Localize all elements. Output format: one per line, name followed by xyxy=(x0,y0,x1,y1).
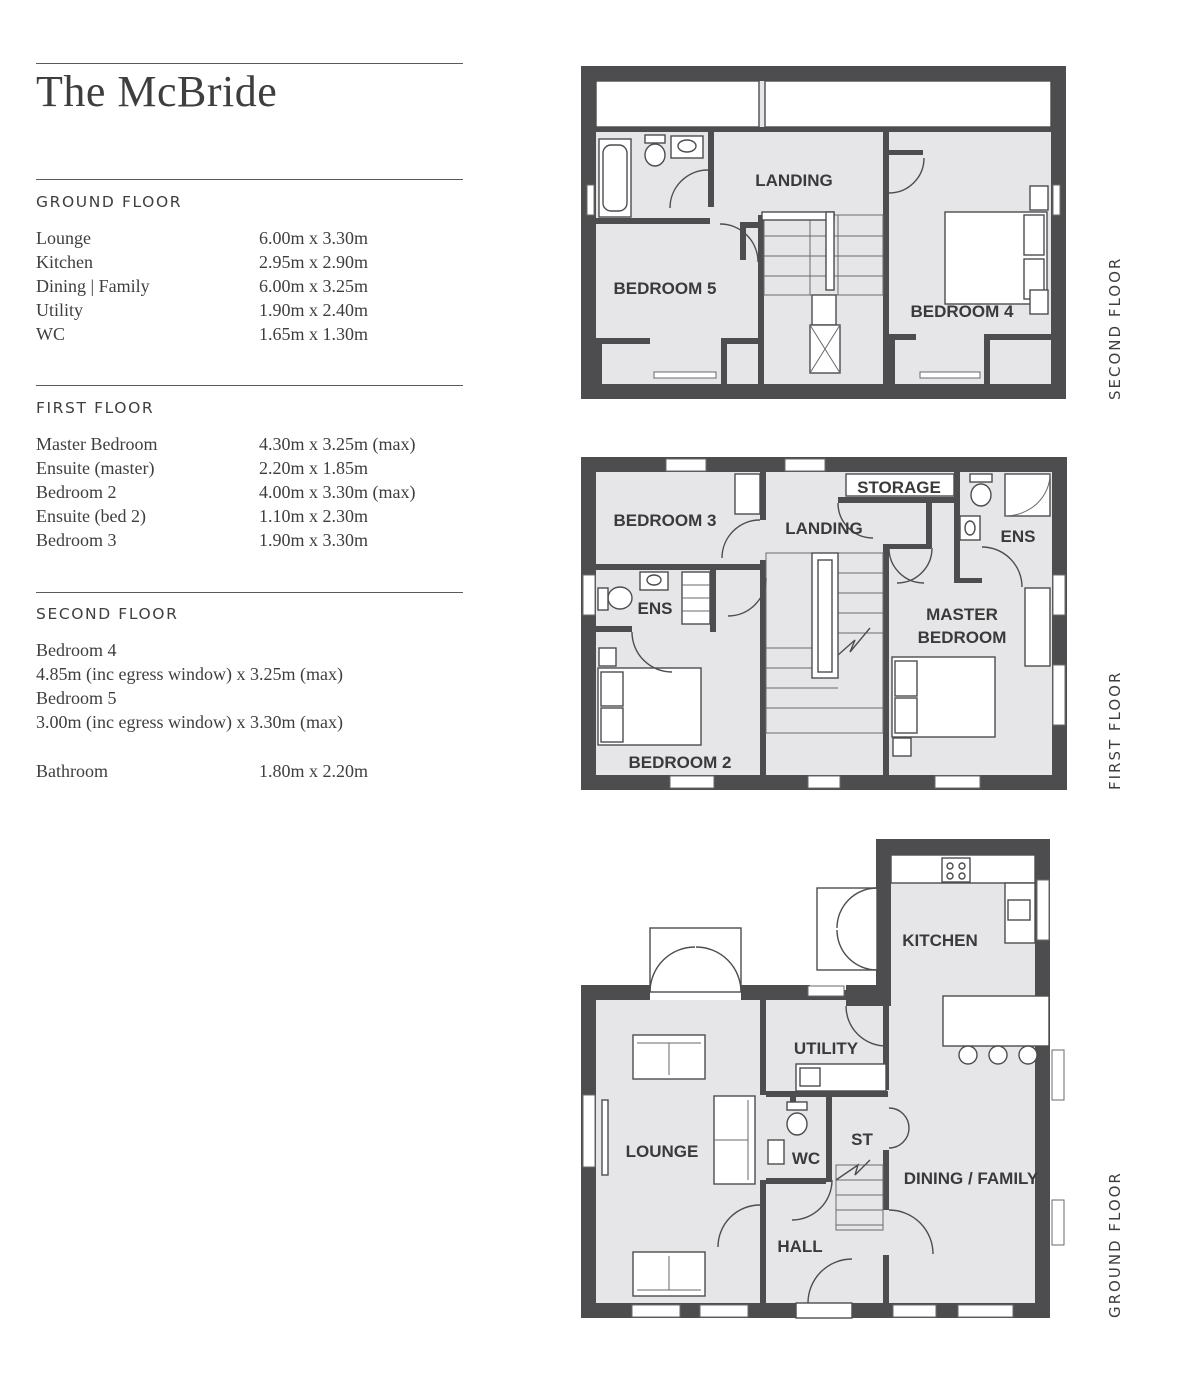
room-label-landing-2: LANDING xyxy=(755,171,833,190)
room-label-st: ST xyxy=(851,1130,873,1149)
room-size: 1.10m x 2.30m xyxy=(259,506,369,526)
room-size: 2.95m x 2.90m xyxy=(259,252,369,272)
room-size: 6.00m x 3.25m xyxy=(259,276,369,296)
room-name: WC xyxy=(36,324,65,344)
room-name: Utility xyxy=(36,300,84,320)
room-name: Ensuite (bed 2) xyxy=(36,506,146,526)
room-name: Bathroom xyxy=(36,761,108,781)
room-label-ens-master: ENS xyxy=(1000,527,1036,546)
room-label-lounge: LOUNGE xyxy=(625,1142,699,1161)
room-label-bedroom5: BEDROOM 5 xyxy=(613,279,717,298)
room-label-bedroom2: BEDROOM 2 xyxy=(628,753,732,772)
room-name: Master Bedroom xyxy=(36,434,158,454)
room-size: 4.00m x 3.30m (max) xyxy=(259,482,416,502)
page-title: The McBride xyxy=(36,67,278,116)
second-floor-plan xyxy=(581,66,1066,399)
room-label-landing-1: LANDING xyxy=(785,519,863,538)
room-size: 1.90m x 2.40m xyxy=(259,300,369,320)
room-label-utility: UTILITY xyxy=(793,1039,859,1058)
room-name: Dining | Family xyxy=(36,276,150,296)
bedroom4-name: Bedroom 4 xyxy=(36,640,117,660)
ground-floor-heading: GROUND FLOOR xyxy=(36,193,183,211)
room-size: 6.00m x 3.30m xyxy=(259,228,369,248)
room-name: Ensuite (master) xyxy=(36,458,155,478)
first-floor-heading: FIRST FLOOR xyxy=(36,399,155,417)
room-label-master-1: MASTER xyxy=(926,605,998,624)
room-size: 1.65m x 1.30m xyxy=(259,324,369,344)
second-floor-heading: SECOND FLOOR xyxy=(36,605,179,623)
room-label-wc: WC xyxy=(791,1149,821,1168)
room-label-master-2: BEDROOM xyxy=(917,628,1007,647)
room-size: 2.20m x 1.85m xyxy=(259,458,369,478)
room-label-storage: STORAGE xyxy=(857,478,941,497)
bedroom5-name: Bedroom 5 xyxy=(36,688,117,708)
room-label-ens-bed2: ENS xyxy=(637,599,673,618)
room-label-dining: DINING / FAMILY xyxy=(903,1169,1039,1188)
floor-label-second: SECOND FLOOR xyxy=(1106,256,1124,400)
room-label-kitchen: KITCHEN xyxy=(902,931,978,950)
room-name: Kitchen xyxy=(36,252,93,272)
room-name: Bedroom 2 xyxy=(36,482,117,502)
bedroom4-size: 4.85m (inc egress window) x 3.25m (max) xyxy=(36,664,343,684)
room-label-hall: HALL xyxy=(777,1237,823,1256)
bedroom5-size: 3.00m (inc egress window) x 3.30m (max) xyxy=(36,712,343,732)
room-size: 1.80m x 2.20m xyxy=(259,761,369,781)
room-size: 4.30m x 3.25m (max) xyxy=(259,434,416,454)
ground-floor-plan xyxy=(581,839,1064,1318)
room-label-bedroom3: BEDROOM 3 xyxy=(613,511,717,530)
room-label-bedroom4: BEDROOM 4 xyxy=(910,302,1014,321)
room-name: Bedroom 3 xyxy=(36,530,117,550)
first-floor-plan xyxy=(581,457,1067,790)
floor-label-ground: GROUND FLOOR xyxy=(1106,1171,1124,1318)
room-name: Lounge xyxy=(36,228,91,248)
floor-label-first: FIRST FLOOR xyxy=(1106,670,1124,790)
room-size: 1.90m x 3.30m xyxy=(259,530,369,550)
